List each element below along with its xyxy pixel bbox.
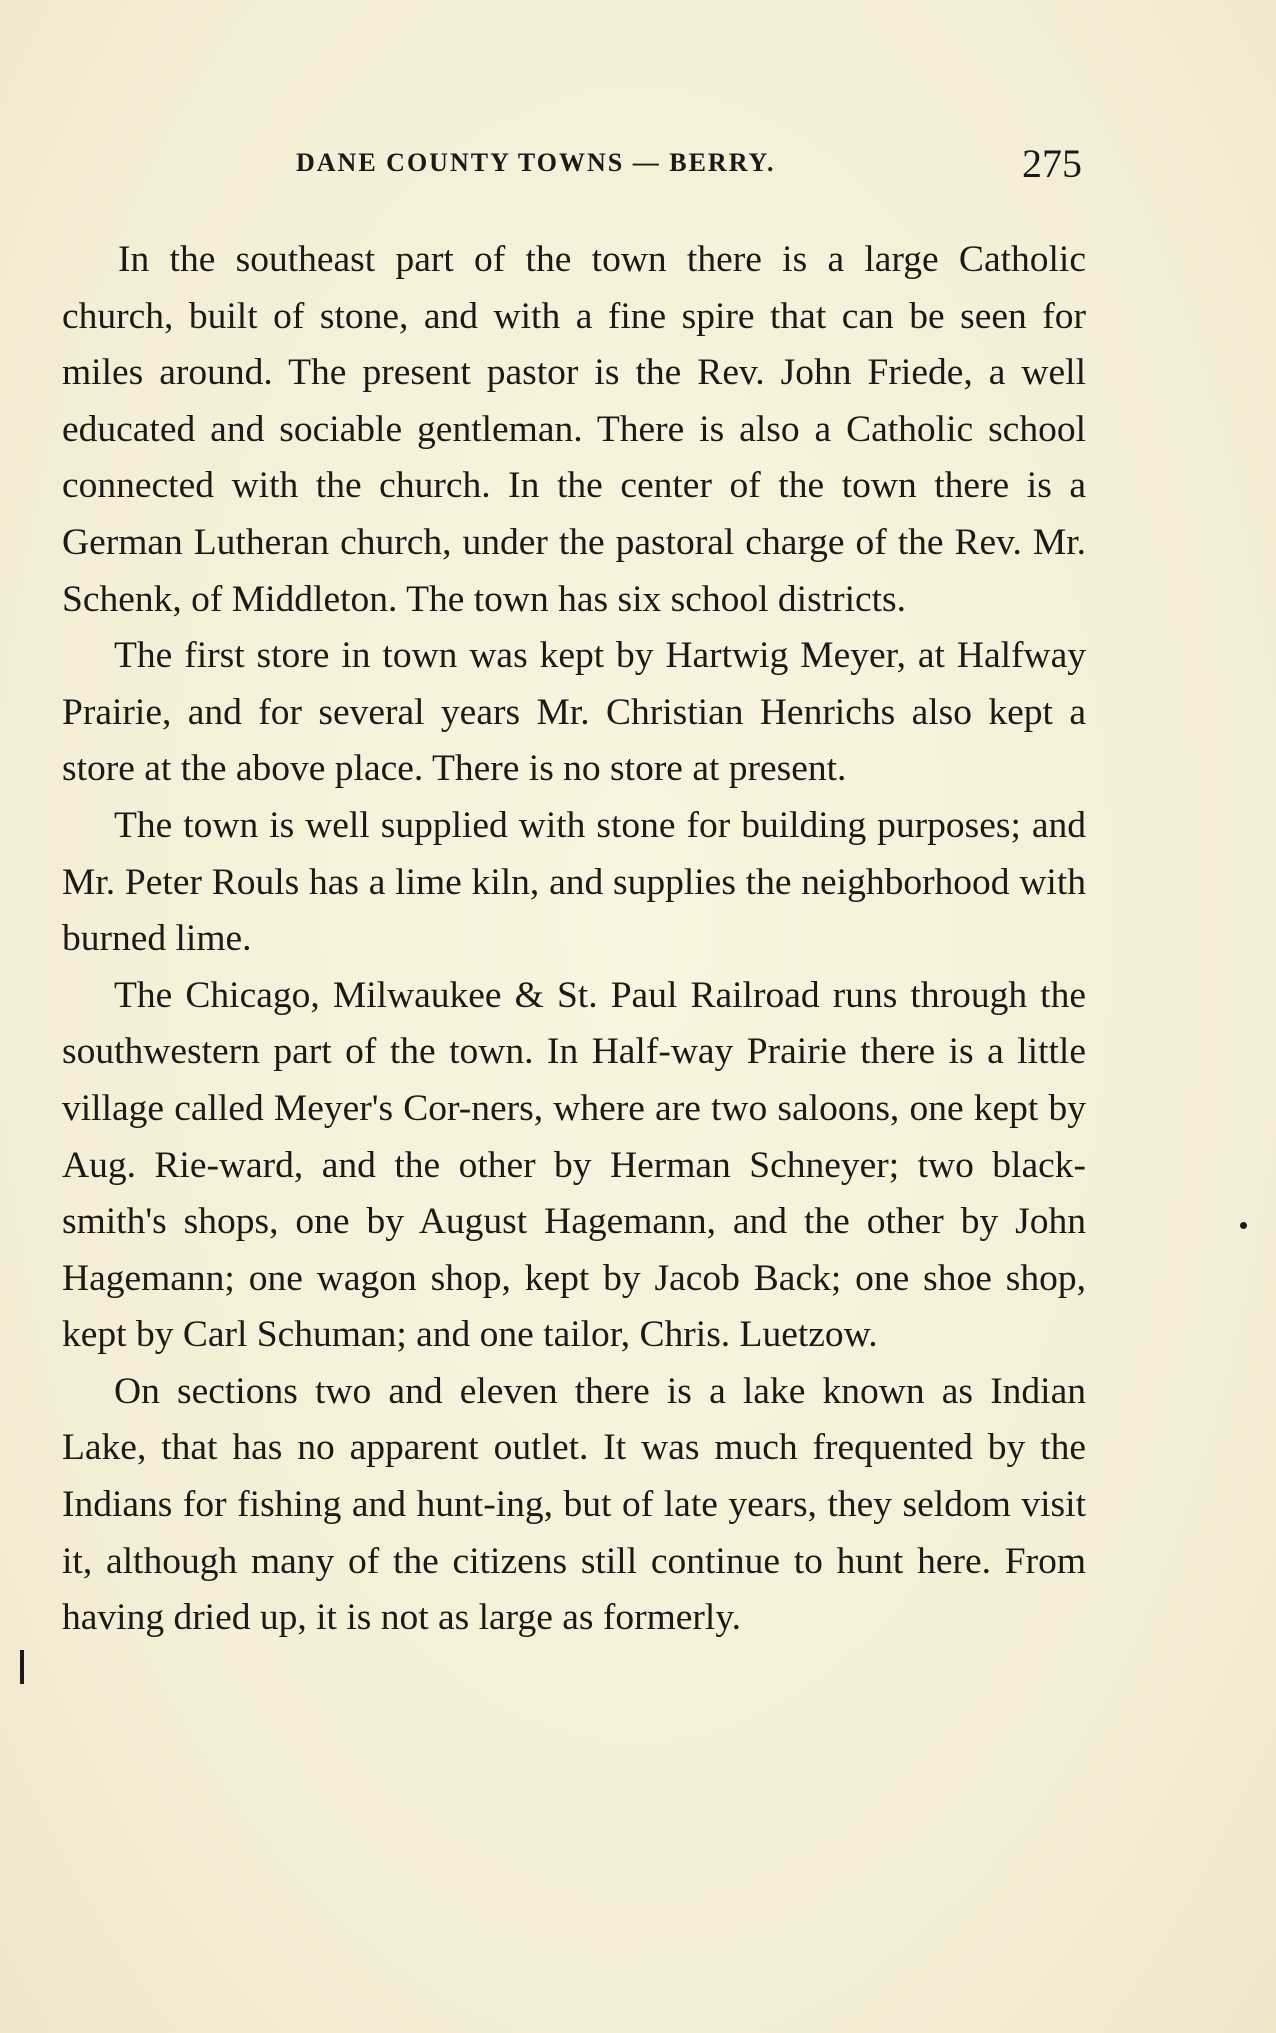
running-head: DANE COUNTY TOWNS — BERRY. <box>296 148 776 177</box>
margin-mark <box>20 1650 24 1684</box>
page-header <box>60 140 1090 190</box>
page-number: 275 <box>1022 141 1082 186</box>
paragraph-indian-lake: On sections two and eleven there is a lake known as Indian Lake, that has no apparent outlet. It was much frequented by the Indians for fishing and hunt-ing, but of late years, they seldom visit it, although many of the citizens still continue to hunt here. From having dried up, it is not as large as formerly. <box>62 1370 1086 1639</box>
paragraph-churches: In the southeast part of the town there is a large Catholic church, built of stone, and with a fine spire that can be seen for miles around. The present pastor is the Rev. John Friede, a well educated and sociable gentleman. There is also a Catholic school connected with the church. In the center of the town there is a German Lutheran church, under the pastoral charge of the Rev. Mr. Schenk, of Middleton. The town has six school districts. <box>62 239 1086 620</box>
margin-dot <box>1240 1222 1247 1229</box>
paragraph-stone-supply: The town is well supplied with stone for building purposes; and Mr. Peter Rouls has a lime kiln, and supplies the neighborhood with burned lime. <box>62 804 1086 960</box>
paragraph-first-store: The first store in town was kept by Hartwig Meyer, at Halfway Prairie, and for several years Mr. Christian Henrichs also kept a store at the above place. There is no store at present. <box>62 635 1086 790</box>
paragraph-railroad-village: The Chicago, Milwaukee & St. Paul Railroad runs through the southwestern part of the town. In Half-way Prairie there is a little village called Meyer's Cor-ners, where are two saloons, one kept by Aug. Rie-ward, and the other by Herman Schneyer; two black-smith's shops, one by August Hagemann, and the other by John Hagemann; one wagon shop, kept by Jacob Back; one shoe shop, kept by Carl Schuman; and one tailor, Chris. Luetzow. <box>62 974 1086 1356</box>
body-text <box>62 232 1086 1647</box>
